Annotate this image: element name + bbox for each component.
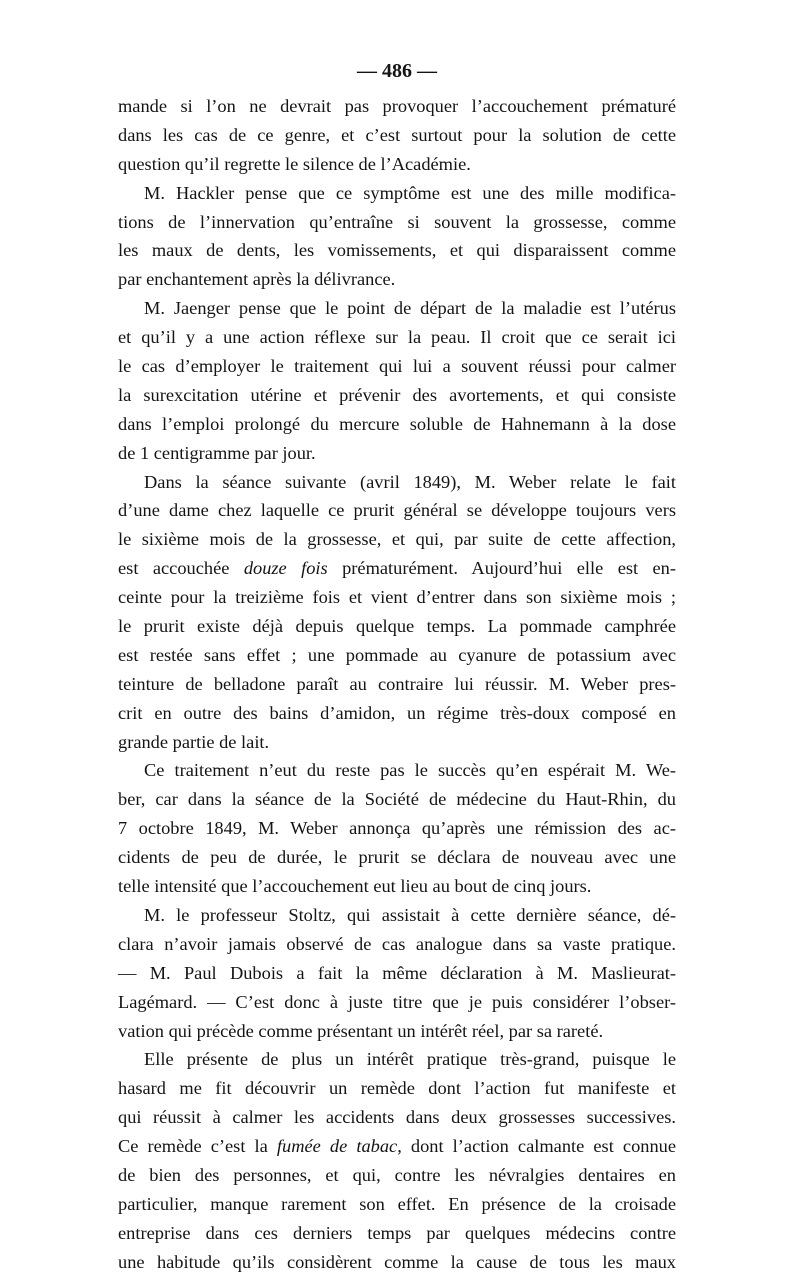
text-line: vation qui précède comme présentant un intérêt réel, par sa rareté. — [118, 1020, 604, 1041]
text-line: ber, car dans la séance de la Société de médecine du Haut-Rhin, du — [118, 789, 676, 810]
text-line: le cas d’employer le traitement qui lui a souvent réussi pour calmer — [118, 356, 676, 377]
italic-phrase: fumée de tabac — [276, 1136, 398, 1157]
text-line: M. Hackler pense que ce symptôme est une des mille modifica- — [144, 182, 676, 203]
book-page — [118, 58, 676, 1277]
page-number: — 486 — — [357, 60, 437, 82]
text-line: de 1 centigramme par jour. — [118, 442, 316, 463]
text-line: est restée sans effet ; une pommade au cyanure de potassium avec — [118, 644, 676, 665]
text-line: particulier, manque rarement son effet. En présence de la croisade — [118, 1193, 676, 1214]
text-line: dans l’emploi prolongé du mercure soluble de Hahnemann à la dose — [118, 413, 676, 434]
body-text — [118, 92, 676, 1277]
text-line: M. Jaenger pense que le point de départ de la maladie est l’utérus — [144, 298, 676, 319]
text-line: teinture de belladone paraît au contraire lui réussir. M. Weber pres- — [118, 673, 676, 694]
text-line: Ce traitement n’eut du reste pas le succès qu’en espérait M. We- — [144, 760, 676, 781]
text-line: le sixième mois de la grossesse, et qui, par suite de cette affection, — [118, 529, 676, 550]
text-line: par enchantement après la délivrance. — [118, 269, 396, 290]
text-line: cidents de peu de durée, le prurit se déclara de nouveau avec une — [118, 847, 676, 868]
text-line: qui réussit à calmer les accidents dans deux grossesses successives. — [118, 1107, 676, 1128]
text-line: grande partie de lait. — [118, 731, 270, 752]
text-line: dans les cas de ce genre, et c’est surtout pour la solution de cette — [118, 124, 676, 145]
text-line: le prurit existe déjà depuis quelque temps. La pommade camphrée — [118, 616, 676, 637]
text-line: telle intensité que l’accouchement eut lieu au bout de cinq jours. — [118, 876, 592, 897]
text-line: tions de l’innervation qu’entraîne si souvent la grossesse, comme — [118, 211, 676, 232]
text-line: — M. Paul Dubois a fait la même déclaration à M. Maslieurat- — [118, 962, 676, 983]
text-line: et qu’il y a une action réflexe sur la peau. Il croit que ce serait ici — [118, 327, 676, 348]
text-line: de bien des personnes, et qui, contre les névralgies dentaires en — [118, 1164, 676, 1185]
text-line: hasard me fit découvrir un remède dont l’action fut manifeste et — [118, 1078, 676, 1099]
text-line: Ce remède c’est la fumée de tabac, dont l’action calmante est connue — [118, 1136, 677, 1157]
text-line: mande si l’on ne devrait pas provoquer l’accouchement prématuré — [118, 96, 676, 116]
text-line: les maux de dents, les vomissements, et qui disparaissent comme — [118, 240, 676, 261]
text-line: entreprise dans ces derniers temps par quelques médecins contre — [118, 1222, 676, 1243]
text-line: Dans la séance suivante (avril 1849), M. Weber relate le fait — [144, 471, 676, 492]
text-line: crit en outre des bains d’amidon, un régime très-doux composé en — [118, 702, 676, 723]
text-line: d’une dame chez laquelle ce prurit général se développe toujours vers — [118, 500, 676, 521]
text-line: est accouchée douze fois prématurément. Aujourd’hui elle est en- — [118, 558, 677, 579]
text-line: M. le professeur Stoltz, qui assistait à cette dernière séance, dé- — [144, 904, 676, 925]
text-line: une habitude qu’ils considèrent comme la cause de tous les maux — [118, 1251, 676, 1272]
text-line: question qu’il regrette le silence de l’Académie. — [118, 153, 471, 174]
text-line: ceinte pour la treizième fois et vient d’entrer dans son sixième mois ; — [118, 587, 676, 608]
text-line: Elle présente de plus un intérêt pratique très-grand, puisque le — [144, 1049, 676, 1070]
text-line: clara n’avoir jamais observé de cas analogue dans sa vaste pratique. — [118, 933, 676, 954]
text-line: la surexcitation utérine et prévenir des avortements, et qui consiste — [118, 384, 676, 405]
text-line: 7 octobre 1849, M. Weber annonça qu’après une rémission des ac- — [118, 818, 676, 839]
italic-phrase: douze fois — [243, 558, 328, 579]
text-line: Lagémard. — C’est donc à juste titre que je puis considérer l’obser- — [118, 991, 676, 1012]
